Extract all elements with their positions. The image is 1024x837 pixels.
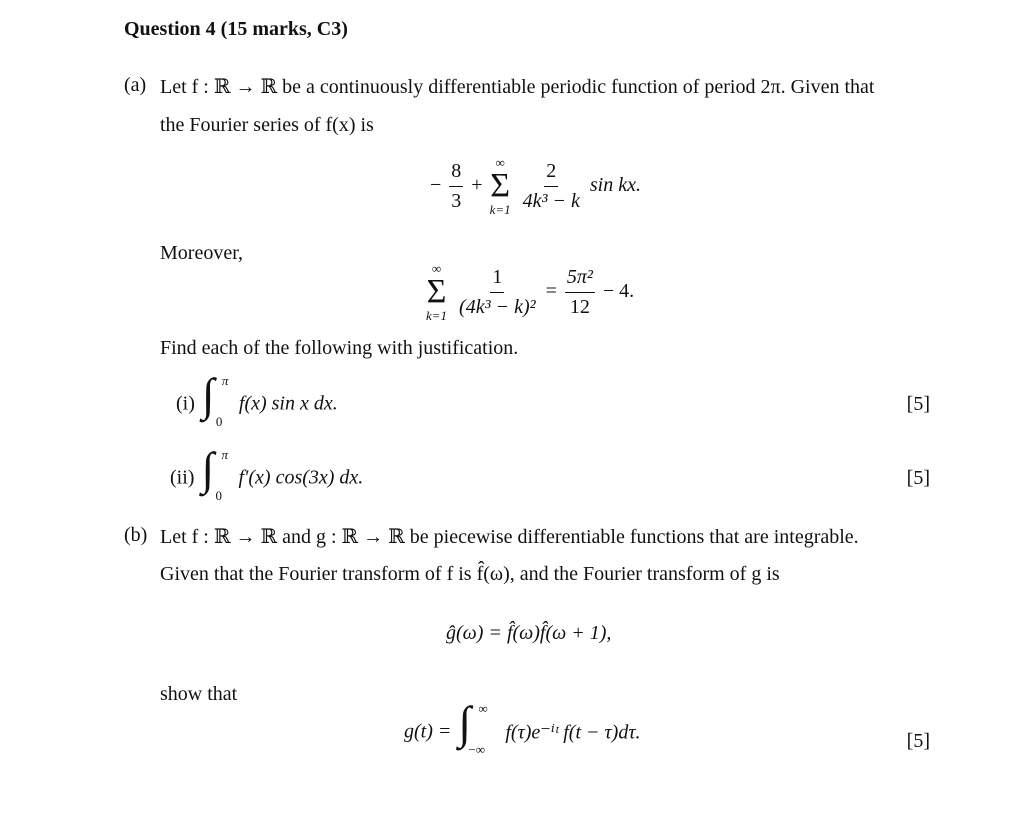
part-b-intro-line1: Let f : ℝ → ℝ and g : ℝ → ℝ be piecewise differentiable functions that are integrable. — [160, 526, 859, 548]
show-that-text: show that — [160, 683, 238, 705]
integral-ii-lower: 0 — [215, 488, 222, 503]
series-trail: sin kx. — [589, 174, 641, 197]
identity-term-fraction — [457, 266, 538, 318]
term-fraction — [521, 160, 582, 212]
identity-equation: ∞ Σ k=1 $\frac{1}{\text{(4k³ − k)²}}$ = $\frac{\text{5π²}}{12}$ − 4. — [426, 261, 635, 323]
integral-ii-upper: π — [221, 447, 228, 462]
sum-upper-limit: ∞ — [495, 155, 505, 170]
integral-operator-ii: ∫ π 0 — [201, 443, 228, 503]
identity-rhs-numerator: 5π² — [565, 266, 595, 293]
lead-fraction — [449, 160, 463, 212]
question-title: Question 4 (15 marks, C3) — [124, 18, 348, 40]
result-integral-operator: ∫ ∞ −∞ — [458, 697, 488, 757]
moreover-text: Moreover, — [160, 242, 244, 264]
term-numerator: 2 — [544, 160, 558, 187]
integral-i-lower: 0 — [215, 414, 223, 429]
part-b-intro-line2: Given that the Fourier transform of f is f̂(ω), and the Fourier transform of g is — [160, 563, 780, 585]
identity-sum-lower: k=1 — [426, 307, 448, 323]
summation-operator: ∞ Σ k=1 — [489, 155, 511, 217]
marks-i: [5] — [906, 393, 930, 415]
lead-denominator: 3 — [451, 190, 462, 213]
transform-equation: ĝ(ω) = f̂(ω)f̂(ω + 1), — [446, 622, 612, 644]
marks-b: [5] — [906, 730, 930, 752]
integral-i-upper: π — [221, 373, 229, 388]
result-lhs: g(t) = — [404, 720, 452, 743]
integral-operator-i: ∫ π 0 — [201, 369, 229, 429]
part-b-label: (b) — [124, 524, 148, 546]
integrand-i: f(x) sin x dx. — [238, 392, 338, 415]
find-instruction: Find each of the following with justification. — [160, 337, 519, 359]
subquestion-i-label: (i) — [176, 392, 195, 415]
part-a-intro-line1: Let f : ℝ → ℝ be a continuously differentiable periodic function of period 2π. Given that — [160, 76, 875, 98]
result-integral-lower: −∞ — [468, 742, 485, 757]
subquestion-ii-label: (ii) — [170, 466, 195, 489]
lead-numerator: 8 — [449, 160, 463, 187]
result-integrand: f(τ)e⁻ⁱᵗ f(t − τ)dτ. — [505, 721, 641, 744]
part-a-label: (a) — [124, 74, 147, 96]
identity-sum-upper: ∞ — [431, 261, 442, 276]
identity-term-denominator: (4k³ − k)² — [459, 296, 536, 319]
sum-lower-limit: k=1 — [489, 201, 511, 217]
result-equation — [404, 697, 641, 760]
result-integral-upper: ∞ — [478, 701, 488, 716]
subquestion-i — [176, 369, 338, 432]
subquestion-ii — [170, 443, 364, 506]
part-a-intro-line2: the Fourier series of f(x) is — [160, 114, 374, 136]
identity-rhs-denominator: 12 — [569, 296, 590, 319]
integrand-ii: f′(x) cos(3x) dx. — [238, 466, 364, 489]
identity-rhs-fraction — [565, 266, 595, 318]
marks-ii: [5] — [906, 467, 930, 489]
identity-rhs-tail: − 4. — [602, 280, 635, 303]
fourier-series-equation: − $\frac{8}{3}$ + ∞ Σ k=1 $\frac{2}{\text{4k³ − k}}$ sin kx. — [430, 155, 641, 217]
term-denominator: 4k³ − k — [522, 190, 580, 213]
identity-summation: ∞ Σ k=1 — [426, 261, 448, 323]
identity-term-numerator: 1 — [490, 266, 504, 293]
